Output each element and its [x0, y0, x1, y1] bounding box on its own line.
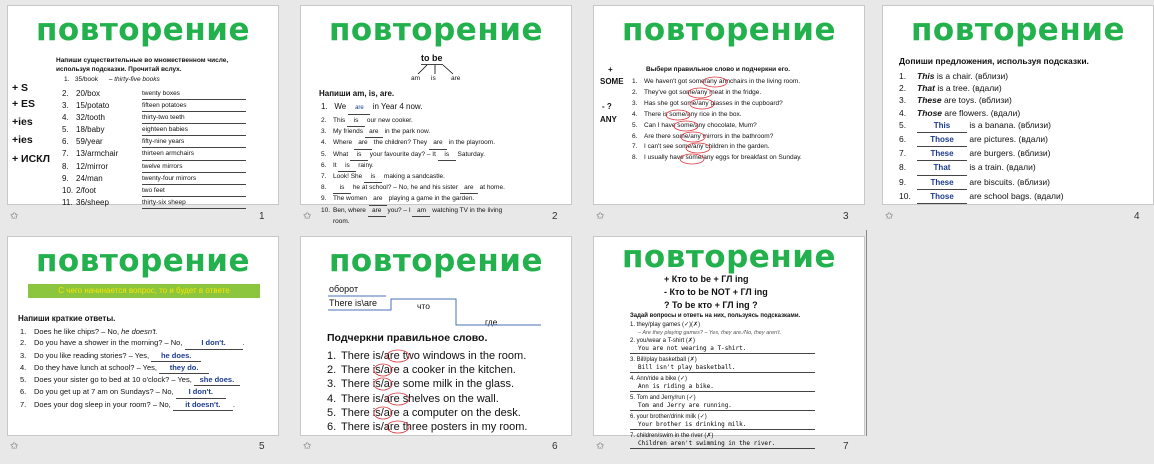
example-prompt: 1. they/play games (✓)(✗) [630, 322, 701, 328]
transition-icon[interactable]: ✩ [10, 441, 19, 452]
label-some: SOME [600, 77, 624, 86]
label-plus: + [608, 65, 613, 74]
hint-es: + ES [12, 98, 36, 110]
slide-number: 7 [843, 441, 849, 452]
example-answer: – Are they playing games? – Yes, they are./No, they aren't. [638, 330, 782, 336]
form-is: is [431, 75, 436, 82]
instruction: Напиши краткие ответы. [18, 314, 116, 323]
word-order-there-is-are: There is\are [329, 298, 378, 308]
slide-title: повторение [911, 12, 1125, 48]
slide-title: повторение [329, 243, 543, 279]
short-answer-list: 1. Does he like chips? – No, he doesn't. 2. Do you have a shower in the morning? – No, I don't. . 3. Do you like reading stories? – Yes, he does. 4. Do they have lunch at school? – Yes, they do. 5. Does your sister go to bed at 10 o'clock? – Yes, she does. 6. Do you get up at 7 am on Sundays? – No, I don't. 7. Does your dog sleep in your room? – No, it doesn't. . [20, 326, 245, 411]
transition-icon[interactable]: ✩ [885, 211, 894, 222]
question-list: 2. you/wear a T-shirt (✗) You are not wearing a T-shirt. 3. Bill/play basketball (✗) Bill isn't play basketball. 4. Ann/ride a bike (✓) Ann is riding a bike. 5. Tom and Jerry/run (✓) Tom and Jerry are running. 6. your brother/drink milk (✓) Your brother is drinking milk. 7. children/swim in the river (✗) Children aren't swimming in the river. [630, 337, 815, 451]
answer-circles [594, 6, 866, 206]
hint-ies: +ies [12, 116, 33, 128]
there-is-are-list: 1. There is/are two windows in the room. 2. There is/are a cooker in the kitchen. 3. There is/are some milk in the glass. 4. There is/are shelves on the wall. 5. There is/are a computer on the desk. 6. There is/are three posters in my room. [327, 350, 528, 434]
instruction: Подчеркни правильное слово. [327, 332, 488, 344]
transition-icon[interactable]: ✩ [303, 211, 312, 222]
slide-number: 3 [843, 211, 849, 222]
transition-icon[interactable]: ✩ [596, 441, 605, 452]
slide-title: повторение [36, 243, 250, 279]
rule-banner: С чего начинается вопрос, то и будет в ответе [28, 284, 260, 298]
insertion-marker [866, 230, 867, 436]
slide-title: повторение [622, 12, 836, 48]
rule-negative: - Кто to be NOT + ГЛ ing [664, 287, 768, 297]
answer-circles [301, 237, 573, 437]
slide-thumbnail-5[interactable] [7, 236, 279, 436]
instruction: Задай вопросы и ответь на них, пользуясь подсказками. [630, 313, 801, 319]
slide-thumbnail-1[interactable] [7, 5, 279, 205]
slide-thumbnail-4[interactable] [882, 5, 1154, 205]
slide-thumbnail-6[interactable] [300, 236, 572, 436]
form-am: am [411, 75, 421, 82]
slide-thumbnail-3[interactable] [593, 5, 865, 205]
instruction: Напиши am, is, are. [319, 89, 395, 98]
slide-number: 2 [552, 211, 558, 222]
word-order-what: что [417, 301, 430, 311]
this-that-list: 1. This is a chair. (вблизи) 2. That is a tree. (вдали) 3. These are toys. (вблизи) 4. Those are flowers. (вдали) 5. This is a banana. (вблизи) 6. Those are pictures. (вдали) 7. These are burgers. (вблизи) 8. That is a train. (вдали) 9. These are biscuits. (вблизи) 10. Those are school bags. (вдали) [899, 70, 1064, 204]
transition-icon[interactable]: ✩ [303, 441, 312, 452]
slide-number: 4 [1134, 211, 1140, 222]
rule-positive: + Кто to be + ГЛ ing [664, 274, 749, 284]
label-any: ANY [600, 115, 617, 124]
instruction: Напиши существительные во множественном числе, [56, 57, 229, 64]
example-row: 1. 35/book – thirty-five books [64, 76, 160, 83]
plural-list: 2. 20/box twenty boxes 3. 15/potato fifteen potatoes 4. 32/tooth thirty-two teeth 5. 18/baby eighteen babies 6. 59/year fifty-nine years 7. 13/armchair thirteen armchairs 8. 12/mirror twelve mirrors 9. 24/man twenty-four mirrors 10. 2/foot two feet 11. 36/sheep thirty-six sheep [62, 88, 246, 209]
instruction: Допиши предложения, используя подсказки. [899, 56, 1089, 66]
some-any-list: 1. We haven't got some/any armchairs in the living room. 2. They've got some/any meat in the fridge. 3. Has she got some/any glasses in the cupboard? 4. There is some/any rice in the box. 5. Can I have some/any chocolate, Mum? 6. Are there some/any mirrors in the bathroom? 7. I can't see some/any children in the garden. 8. I usually have some/any eggs for breakfast on Sunday. [632, 78, 802, 162]
slide-title: повторение [36, 12, 250, 48]
transition-icon[interactable]: ✩ [596, 211, 605, 222]
slide-title: повторение [329, 12, 543, 48]
transition-icon[interactable]: ✩ [10, 211, 19, 222]
label-minus-question: - ? [602, 102, 612, 111]
instruction: используя подсказки. Прочитай вслух. [56, 66, 182, 73]
hint-ies: +ies [12, 134, 33, 146]
slide-thumbnail-7[interactable] [593, 236, 865, 447]
slide-thumbnail-2[interactable] [300, 5, 572, 225]
example-row: 1. We are in Year 4 now. [321, 101, 423, 115]
rules-list [664, 273, 768, 312]
instruction: Выбери правильное слово и подчеркни его. [646, 66, 790, 73]
slide-number: 1 [259, 211, 265, 222]
hint-exception: + ИСКЛ [12, 153, 50, 165]
slide-number: 5 [259, 441, 265, 452]
word-order-where: где [485, 317, 498, 327]
slide-title: повторение [622, 239, 836, 275]
to-be-heading: to be [421, 53, 443, 63]
word-order-turnover: оборот [329, 284, 359, 294]
slide-number: 6 [552, 441, 558, 452]
form-are: are [451, 75, 461, 82]
fill-list: 2. This is our new cooker. 3. My friends are in the park now. 4. Where are the children? They are in the playroom. 5. What is your favourite day? – It is Saturday. 6. It is rainy. 7. Look! She is making a sandcastle. 8. is he at school? – No, he and his sister are at home. 9. The women are playing a game in the garden. 10. Ben, where are you? – I am watching TV in the living room. [321, 117, 505, 225]
rule-question: ? To be кто + ГЛ ing ? [664, 300, 758, 310]
hint-s: + S [12, 82, 29, 94]
